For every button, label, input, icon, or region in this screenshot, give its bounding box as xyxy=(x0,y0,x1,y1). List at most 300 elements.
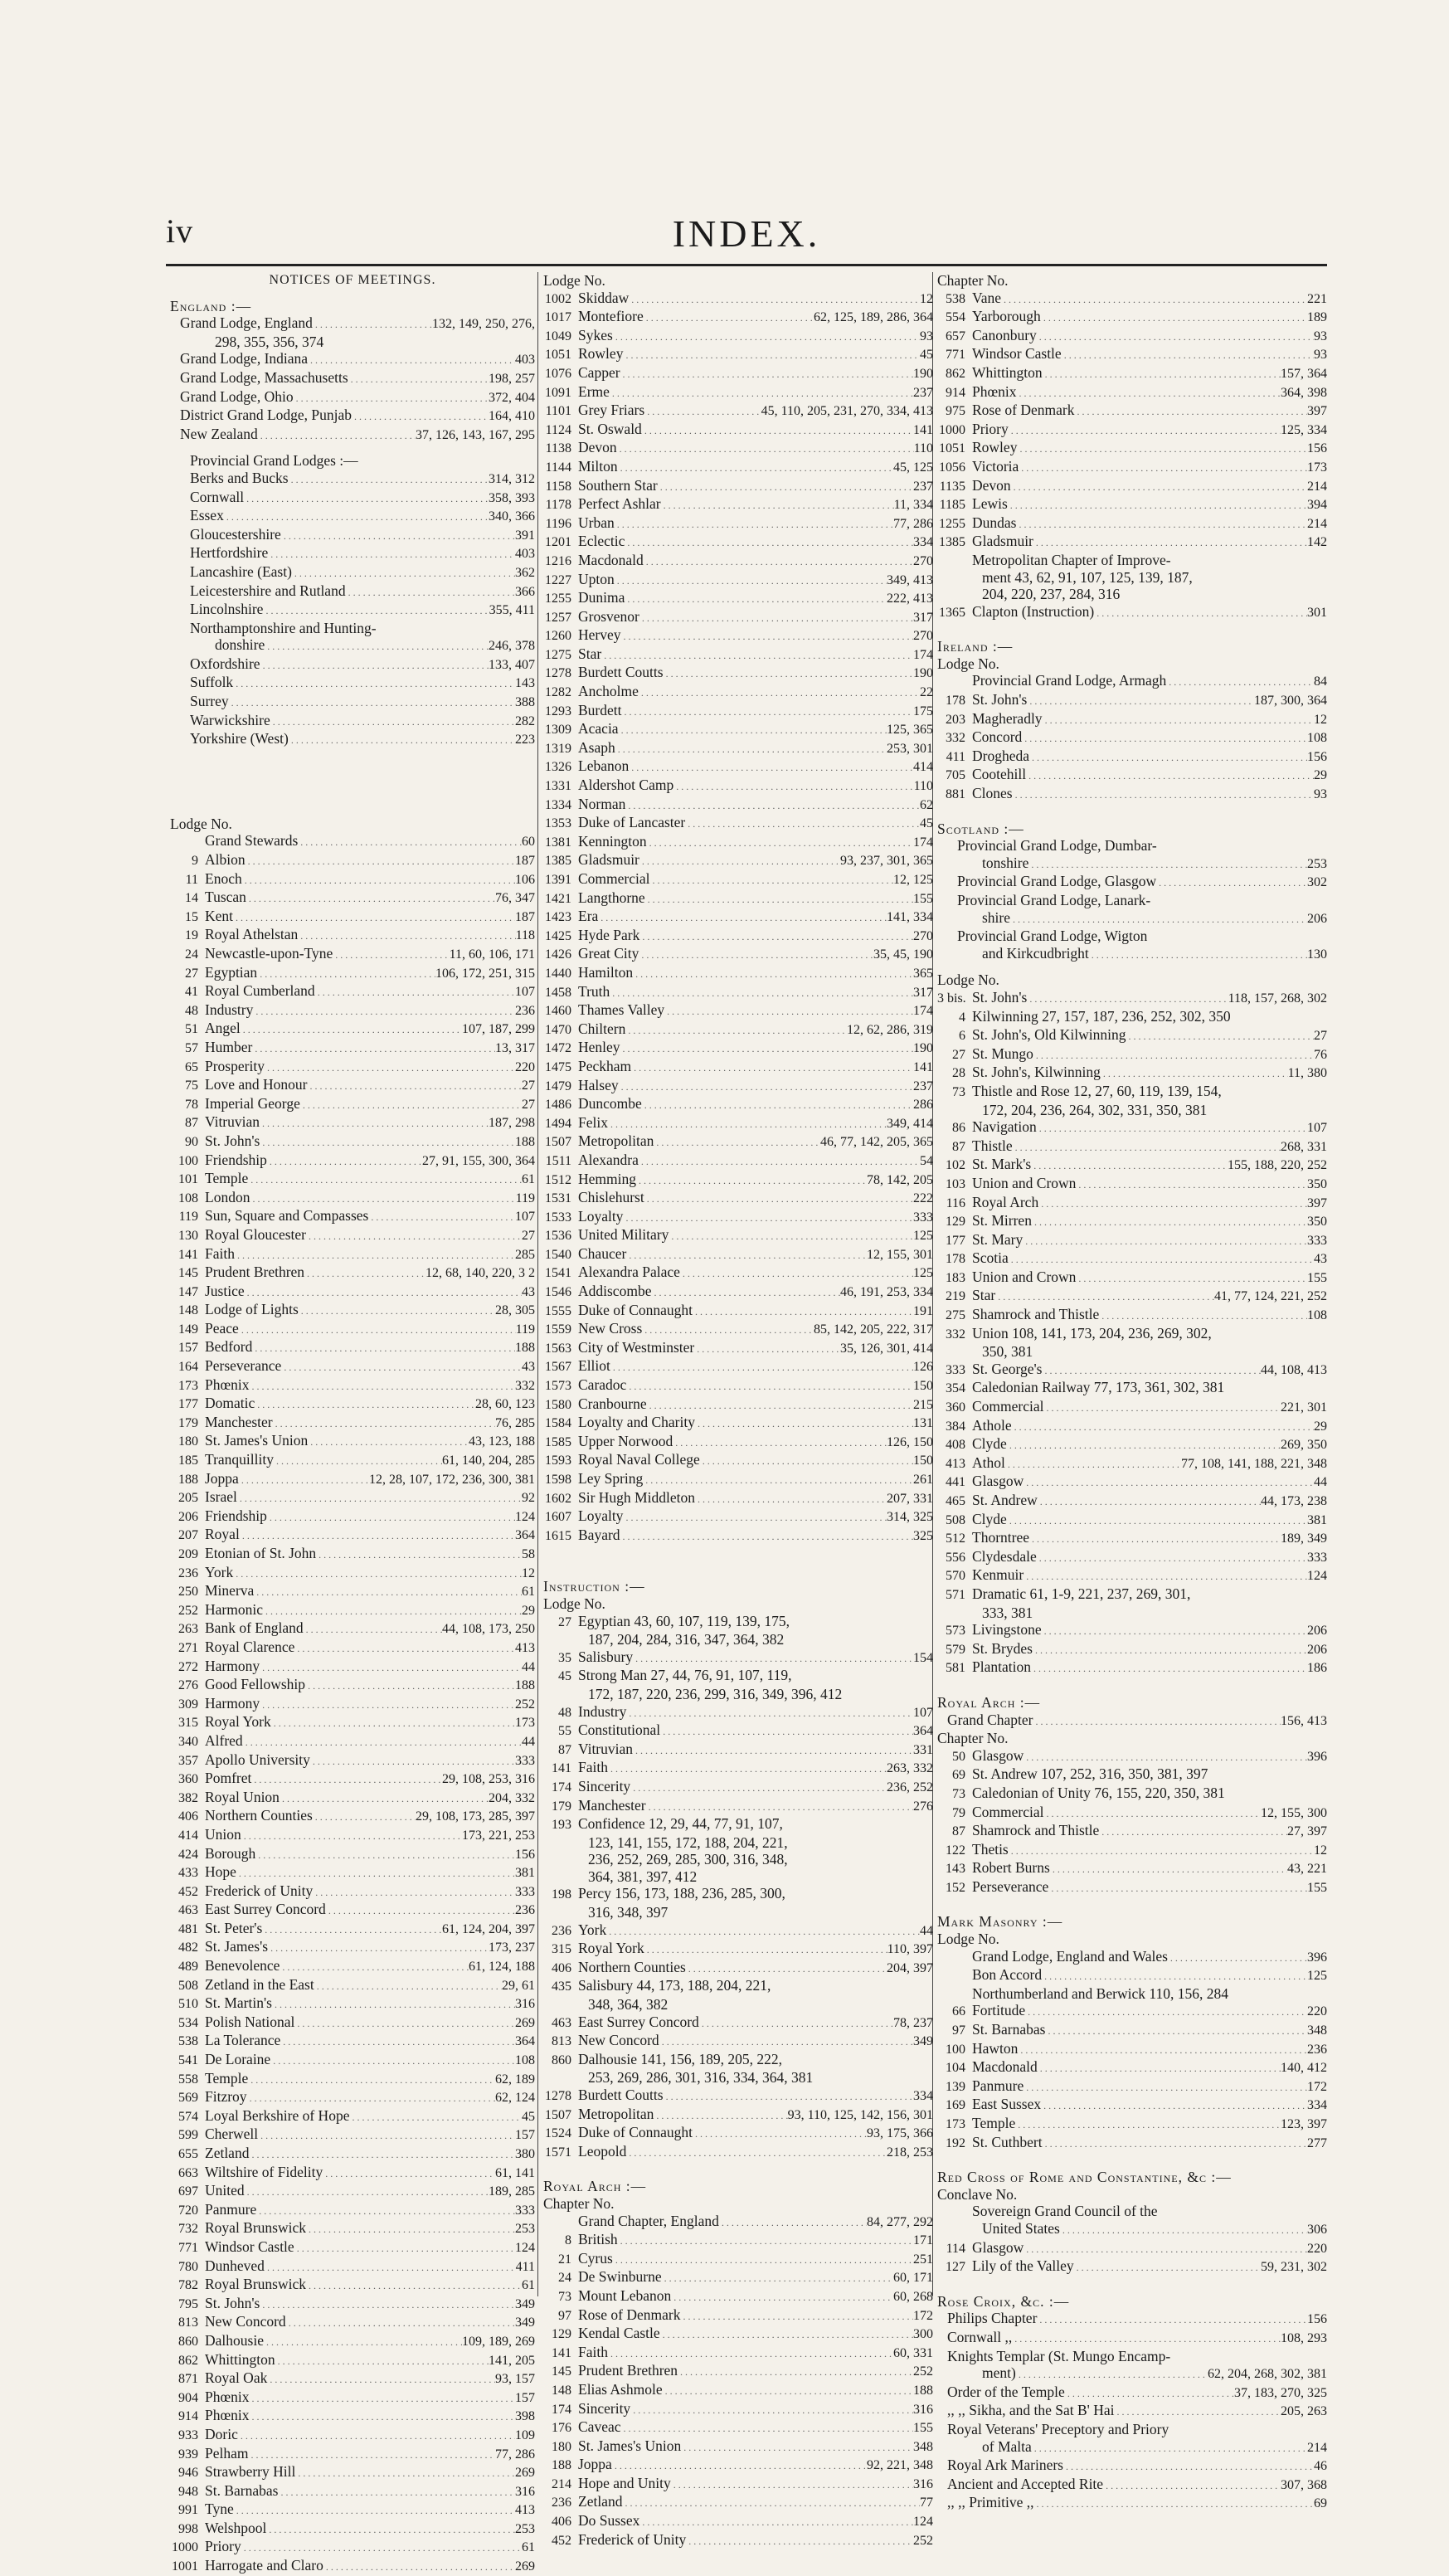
index-entry xyxy=(937,945,1327,964)
entry-name: St. Martin's xyxy=(205,1994,272,2012)
entry-name: Manchester xyxy=(578,1796,646,1814)
entry-name: Clones xyxy=(972,785,1013,802)
entry-name: Leicestershire and Rutland xyxy=(190,582,346,599)
entry-number: 408 xyxy=(946,1438,965,1453)
index-entry xyxy=(543,1264,933,1283)
entry-pages: 133, 407 xyxy=(489,657,535,672)
leader-dots xyxy=(252,1040,495,1058)
entry-number: 24 xyxy=(558,2271,571,2286)
entry-pages: 332 xyxy=(515,1378,535,1393)
entry-name: ,, ,, Primitive ,, xyxy=(947,2494,1034,2511)
index-entry xyxy=(543,814,933,833)
entry-continuation: tonshire xyxy=(982,854,1029,871)
entry-pages: 223 xyxy=(515,733,535,747)
index-entry xyxy=(937,569,1327,587)
index-entry xyxy=(170,1039,535,1058)
entry-pages: 214 xyxy=(1307,516,1327,531)
entry-name: Faith xyxy=(578,2343,608,2360)
entry-number: 1293 xyxy=(545,704,571,718)
leader-dots xyxy=(306,2221,515,2238)
entry-name: Pomfret xyxy=(205,1770,252,1787)
entry-name: St. John's xyxy=(205,1132,260,1149)
leader-dots xyxy=(625,591,887,608)
entry-continuation: 350, 381 xyxy=(982,1343,1033,1361)
entry-number: 87 xyxy=(952,1824,965,1839)
entry-name: Duke of Connaught xyxy=(578,1301,693,1318)
entry-name: Royal Arch xyxy=(972,1193,1039,1210)
entry-pages: 221, 301 xyxy=(1281,1400,1327,1415)
entry-pages: 61, 124, 204, 397 xyxy=(442,1921,535,1936)
leader-dots xyxy=(686,1960,887,1978)
entry-name: Burdett Coutts xyxy=(578,664,664,681)
index-entry xyxy=(937,1822,1327,1841)
entry-pages: 413 xyxy=(515,1640,535,1655)
index-entry xyxy=(543,796,933,815)
entry-number: 45 xyxy=(558,1669,571,1684)
leader-dots xyxy=(280,1959,469,1976)
entry-name: Panmure xyxy=(205,2200,257,2218)
leader-dots xyxy=(695,1415,913,1433)
leader-dots xyxy=(1045,2023,1307,2040)
entry-number: 771 xyxy=(946,348,965,363)
entry-name: Grosvenor xyxy=(578,607,639,625)
entry-name: Windsor Castle xyxy=(205,2238,294,2255)
entry-pages: 270 xyxy=(913,629,933,644)
index-entry xyxy=(937,1529,1327,1548)
entry-number: 1585 xyxy=(545,1434,571,1449)
entry-number: 1507 xyxy=(545,1135,571,1150)
leader-dots xyxy=(660,2326,913,2344)
entry-pages: 43 xyxy=(522,1360,535,1375)
entry-pages: 13, 317 xyxy=(495,1040,535,1055)
leader-dots xyxy=(1024,1474,1314,1492)
red-cross-conclave-label: Conclave No. xyxy=(937,2185,1018,2203)
leader-dots xyxy=(326,1902,515,1920)
leader-dots xyxy=(650,872,893,889)
entry-pages: 69 xyxy=(1314,2496,1327,2511)
entry-pages: 62, 204, 268, 302, 381 xyxy=(1208,2367,1327,2382)
index-entry xyxy=(937,1859,1327,1878)
entry-pages: 46, 191, 253, 334 xyxy=(840,1285,933,1300)
index-entry xyxy=(543,945,933,964)
entry-name: Livingstone xyxy=(972,1621,1042,1639)
entry-name: St. Oswald xyxy=(578,420,642,437)
entry-number: 185 xyxy=(178,1454,198,1468)
index-entry xyxy=(543,2475,933,2494)
entry-number: 1051 xyxy=(939,441,965,456)
index-entry xyxy=(543,964,933,983)
leader-dots xyxy=(660,1723,913,1741)
entry-name: Warwickshire xyxy=(190,711,270,728)
index-entry xyxy=(543,383,933,402)
entry-number: 599 xyxy=(178,2128,198,2143)
leader-dots xyxy=(647,835,913,852)
entry-pages: 27 xyxy=(522,1228,535,1243)
entry-name: Grand Lodge, Indiana xyxy=(180,350,309,368)
entry-pages: 277 xyxy=(1307,2135,1327,2150)
leader-dots xyxy=(1016,2366,1208,2384)
index-entry xyxy=(937,2329,1327,2348)
index-entry xyxy=(543,1001,933,1020)
index-entry xyxy=(543,1189,933,1208)
entry-name: Prosperity xyxy=(205,1057,265,1074)
entry-number: 1475 xyxy=(545,1059,571,1074)
scotland-lodge-label: Lodge No. xyxy=(937,971,999,989)
entry-number: 655 xyxy=(178,2147,198,2161)
spacer xyxy=(543,2161,933,2169)
leader-dots xyxy=(294,2240,515,2257)
index-entry xyxy=(937,1492,1327,1511)
entry-name: Israel xyxy=(205,1488,237,1506)
entry-pages: 46 xyxy=(1314,2459,1327,2474)
entry-number: 73 xyxy=(952,1786,965,1801)
leader-dots xyxy=(626,1247,867,1264)
index-entry xyxy=(170,2407,535,2426)
entry-number: 465 xyxy=(946,1494,965,1508)
entry-pages: 43, 221 xyxy=(1287,1862,1327,1877)
entry-pages: 187, 298 xyxy=(489,1116,535,1131)
entry-pages: 44 xyxy=(522,1659,535,1674)
entry-number: 177 xyxy=(946,1233,965,1248)
leader-dots xyxy=(1031,1157,1228,1175)
entry-number: 1472 xyxy=(545,1041,571,1056)
index-entry xyxy=(543,1759,933,1778)
entry-name: Athol xyxy=(972,1454,1005,1471)
leader-dots xyxy=(1032,2440,1307,2457)
entry-name: Hervey xyxy=(578,626,621,644)
entry-pages: 187 xyxy=(515,854,535,869)
entry-pages: 37, 126, 143, 167, 295 xyxy=(416,427,535,442)
entry-number: 360 xyxy=(946,1400,965,1415)
list-royal-arch xyxy=(937,1747,1327,1897)
entry-number: 1494 xyxy=(545,1116,571,1131)
entry-number: 41 xyxy=(185,985,198,1000)
section-rose-croix: Rose Croix, &c. :— xyxy=(937,2292,1070,2310)
leader-dots xyxy=(253,1003,515,1020)
entry-number: 9 xyxy=(192,854,198,869)
index-entry xyxy=(937,1194,1327,1213)
index-entry xyxy=(170,1582,535,1601)
entry-number: 15 xyxy=(185,909,198,924)
list-royal-arch xyxy=(543,2213,933,2550)
entry-number: 510 xyxy=(178,1997,198,2012)
index-entry xyxy=(170,1338,535,1357)
leader-dots xyxy=(630,2402,913,2419)
leader-dots xyxy=(1099,1307,1307,1325)
index-entry xyxy=(937,1026,1327,1045)
entry-number: 862 xyxy=(946,366,965,381)
entry-pages: 348 xyxy=(1307,2023,1327,2038)
entry-pages: 171 xyxy=(913,2233,933,2248)
entry-name: Chaucer xyxy=(578,1244,627,1262)
entry-name: Erme xyxy=(578,382,610,400)
index-entry xyxy=(170,1545,535,1564)
leader-dots xyxy=(306,1228,522,1245)
entry-pages: 84 xyxy=(1314,674,1327,689)
entry-name: Cootehill xyxy=(972,766,1027,783)
mark-lodge-label: Lodge No. xyxy=(937,1931,999,1948)
leader-dots xyxy=(1009,422,1281,440)
entry-name: Loyal Berkshire of Hope xyxy=(205,2106,350,2124)
leader-dots xyxy=(686,2533,913,2550)
leader-dots xyxy=(1007,1437,1281,1454)
entry-pages: 204, 397 xyxy=(887,1960,933,1975)
entry-number: 1000 xyxy=(939,422,965,437)
entry-number: 1227 xyxy=(545,572,571,587)
leader-dots xyxy=(678,2364,913,2381)
entry-pages: 61, 140, 204, 285 xyxy=(442,1454,535,1468)
index-entry xyxy=(937,1212,1327,1231)
index-entry xyxy=(543,345,933,364)
entry-name: Provincial Grand Lodge, Glasgow xyxy=(957,873,1157,890)
entry-number: 860 xyxy=(178,2334,198,2349)
leader-dots xyxy=(664,665,913,683)
index-entry xyxy=(543,2287,933,2306)
entry-name: Burdett xyxy=(578,701,622,718)
entry-number: 1615 xyxy=(545,1528,571,1543)
entry-name: Chislehurst xyxy=(578,1189,644,1206)
entry-name: La Tolerance xyxy=(205,2032,281,2049)
entry-number: 97 xyxy=(952,2023,965,2038)
entry-name: Frederick of Unity xyxy=(578,2530,687,2548)
entry-number: 209 xyxy=(178,1547,198,1561)
entry-pages: 60, 331 xyxy=(893,2345,933,2360)
entry-number: 3 bis. xyxy=(937,991,966,1006)
entry-pages: 301 xyxy=(1307,605,1327,620)
entry-pages: 191 xyxy=(913,1303,933,1318)
spacer xyxy=(937,804,1327,812)
entry-number: 87 xyxy=(558,1742,571,1757)
leader-dots xyxy=(1022,730,1307,747)
entry-number: 1144 xyxy=(545,460,571,475)
page-folio: iv xyxy=(166,212,194,250)
entry-number: 384 xyxy=(946,1419,965,1434)
entry-name: St. John's xyxy=(205,2294,260,2311)
entry-pages: 269, 350 xyxy=(1281,1438,1327,1453)
index-entry xyxy=(543,402,933,421)
entry-pages: 109 xyxy=(515,2427,535,2442)
index-entry xyxy=(543,1376,933,1395)
entry-number: 541 xyxy=(178,2053,198,2068)
entry-number: 1076 xyxy=(545,366,571,381)
index-entry xyxy=(937,710,1327,729)
entry-pages: 85, 142, 205, 222, 317 xyxy=(814,1322,933,1337)
entry-pages: 325 xyxy=(913,1528,933,1543)
leader-dots xyxy=(644,553,913,571)
entry-number: 236 xyxy=(552,2496,571,2510)
entry-continuation: 316, 348, 397 xyxy=(588,1904,669,1921)
entry-name: Zetland in the East xyxy=(205,1975,314,1993)
entry-number: 174 xyxy=(552,1780,571,1794)
entry-number: 206 xyxy=(178,1509,198,1524)
leader-dots xyxy=(642,1322,814,1339)
list-top xyxy=(170,314,535,444)
list-scotland xyxy=(937,989,1327,1678)
leader-dots xyxy=(278,2484,515,2501)
index-entry xyxy=(170,1826,535,1845)
entry-number: 435 xyxy=(552,1979,571,1994)
entry-name: Kent xyxy=(205,907,234,924)
index-entry xyxy=(170,2070,535,2089)
leader-dots xyxy=(1037,1550,1307,1567)
index-entry xyxy=(170,1301,535,1320)
entry-name: Manchester xyxy=(205,1413,273,1430)
entry-number: 946 xyxy=(178,2466,198,2481)
leader-dots xyxy=(258,2127,515,2145)
entry-pages: 350 xyxy=(1307,1176,1327,1191)
entry-name: Order of the Temple xyxy=(947,2383,1065,2400)
entry-pages: 349 xyxy=(913,2034,933,2049)
leader-dots xyxy=(323,2165,495,2183)
leader-dots xyxy=(266,2521,515,2539)
entry-pages: 334 xyxy=(913,535,933,550)
entry-continuation: 333, 381 xyxy=(982,1604,1033,1621)
entry-pages: 76, 285 xyxy=(495,1415,535,1430)
entry-pages: 174 xyxy=(913,835,933,850)
entry-name: Gladsmuir xyxy=(578,851,639,869)
entry-name: Gloucestershire xyxy=(190,525,281,543)
entry-number: 119 xyxy=(178,1210,198,1225)
entry-name: Shamrock and Thistle xyxy=(972,1306,1100,1323)
entry-name: New Concord xyxy=(578,2032,659,2049)
entry-number: 573 xyxy=(946,1624,965,1639)
leader-dots xyxy=(1074,2259,1261,2277)
leader-dots xyxy=(680,1265,913,1283)
list-provincial xyxy=(170,470,535,749)
entry-pages: 60, 171 xyxy=(893,2271,933,2286)
entry-pages: 45 xyxy=(522,2109,535,2124)
entry-name: Faith xyxy=(205,1244,235,1262)
leader-dots xyxy=(1033,1713,1281,1731)
entry-number: 48 xyxy=(558,1705,571,1720)
entry-number: 1056 xyxy=(939,460,965,475)
index-entry xyxy=(543,1114,933,1133)
entry-pages: 261 xyxy=(913,1473,933,1487)
index-entry xyxy=(170,1676,535,1695)
index-entry xyxy=(543,1815,933,1834)
entry-number: 1309 xyxy=(545,723,571,738)
entry-name: Metropolitan xyxy=(578,2105,654,2122)
entry-name: St. James's xyxy=(205,1938,269,1955)
entry-number: 881 xyxy=(946,787,965,802)
entry-pages: 214 xyxy=(1307,479,1327,494)
index-entry xyxy=(543,2231,933,2250)
leader-dots xyxy=(1024,1749,1307,1766)
entry-name: Addiscombe xyxy=(578,1283,652,1300)
entry-name: Metropolitan Chapter of Improve- xyxy=(972,551,1171,568)
index-entry xyxy=(937,1585,1327,1605)
index-entry xyxy=(170,1283,535,1302)
entry-pages: 220 xyxy=(1307,2241,1327,2256)
leader-dots xyxy=(633,1650,913,1668)
index-entry xyxy=(937,1435,1327,1454)
leader-dots xyxy=(254,1584,522,1601)
index-entry xyxy=(170,2051,535,2070)
leader-dots xyxy=(248,2072,495,2089)
entry-pages: 141 xyxy=(913,422,933,437)
entry-number: 782 xyxy=(178,2278,198,2293)
entry-name: Benevolence xyxy=(205,1957,280,1975)
entry-name: East Sussex xyxy=(972,2096,1042,2113)
index-entry xyxy=(937,1640,1327,1659)
leader-dots xyxy=(1009,1251,1314,1269)
entry-number: 87 xyxy=(185,1116,198,1131)
entry-pages: 237 xyxy=(913,1079,933,1093)
entry-continuation: 204, 220, 237, 284, 316 xyxy=(982,586,1121,603)
index-entry xyxy=(543,1797,933,1816)
entry-number: 207 xyxy=(178,1528,198,1543)
instruction-lodge-label: Lodge No. xyxy=(543,1595,605,1612)
leader-dots xyxy=(352,408,489,426)
entry-pages: 27, 397 xyxy=(1287,1824,1327,1839)
spacer xyxy=(170,444,535,452)
index-entry xyxy=(937,1118,1327,1137)
leader-dots xyxy=(620,1528,913,1546)
entry-name: Sincerity xyxy=(578,1777,631,1794)
entry-name: Doric xyxy=(205,2425,238,2442)
entry-name: Constitutional xyxy=(578,1721,661,1739)
leader-dots xyxy=(719,2214,867,2232)
column-divider xyxy=(537,272,538,2296)
entry-pages: 126, 150 xyxy=(887,1434,933,1449)
entry-number: 8 xyxy=(565,2233,571,2248)
index-entry xyxy=(543,571,933,590)
index-entry xyxy=(937,1417,1327,1436)
leader-dots xyxy=(295,2465,515,2482)
entry-name: St. Mark's xyxy=(972,1156,1032,1173)
entry-number: 214 xyxy=(552,2476,571,2491)
entry-pages: 92, 221, 348 xyxy=(867,2458,933,2473)
entry-pages: 118, 157, 268, 302 xyxy=(1228,991,1327,1006)
entry-pages: 141, 334 xyxy=(887,910,933,925)
entry-number: 139 xyxy=(946,2079,965,2094)
index-entry xyxy=(170,407,535,426)
entry-name: Northamptonshire and Hunting- xyxy=(190,619,377,636)
leader-dots xyxy=(238,2427,515,2445)
chapter-label: Chapter No. xyxy=(543,2194,615,2212)
entry-name: Perseverance xyxy=(972,1877,1049,1895)
leader-dots xyxy=(270,2053,515,2070)
entry-number: 148 xyxy=(178,1303,198,1318)
entry-pages: 394 xyxy=(1307,498,1327,513)
entry-number: 35 xyxy=(558,1650,571,1665)
entry-number: 50 xyxy=(952,1749,965,1764)
index-entry xyxy=(937,1841,1327,1860)
entry-number: 1326 xyxy=(545,760,571,775)
index-entry xyxy=(170,2313,535,2332)
entry-number: 164 xyxy=(178,1360,198,1375)
index-entry xyxy=(937,1156,1327,1175)
entry-name: Oxfordshire xyxy=(190,655,260,672)
index-entry xyxy=(937,1102,1327,1119)
entry-number: 481 xyxy=(178,1921,198,1936)
index-entry xyxy=(170,350,535,369)
spacer xyxy=(543,1545,933,1570)
entry-pages: 106, 172, 251, 315 xyxy=(435,966,535,981)
index-entry xyxy=(170,889,535,908)
section-ireland: Ireland :— xyxy=(937,638,1014,655)
entry-name: Zetland xyxy=(205,2145,250,2161)
entry-number: 149 xyxy=(178,1322,198,1337)
entry-pages: 349, 414 xyxy=(887,1116,933,1131)
index-entry xyxy=(543,1302,933,1321)
leader-dots xyxy=(1034,2496,1314,2513)
leader-dots xyxy=(1013,1139,1281,1157)
entry-continuation: 348, 364, 382 xyxy=(588,1996,669,2014)
entry-number: 489 xyxy=(178,1960,198,1975)
entry-name: Cornwall xyxy=(190,488,245,505)
entry-pages: 285 xyxy=(515,1247,535,1262)
